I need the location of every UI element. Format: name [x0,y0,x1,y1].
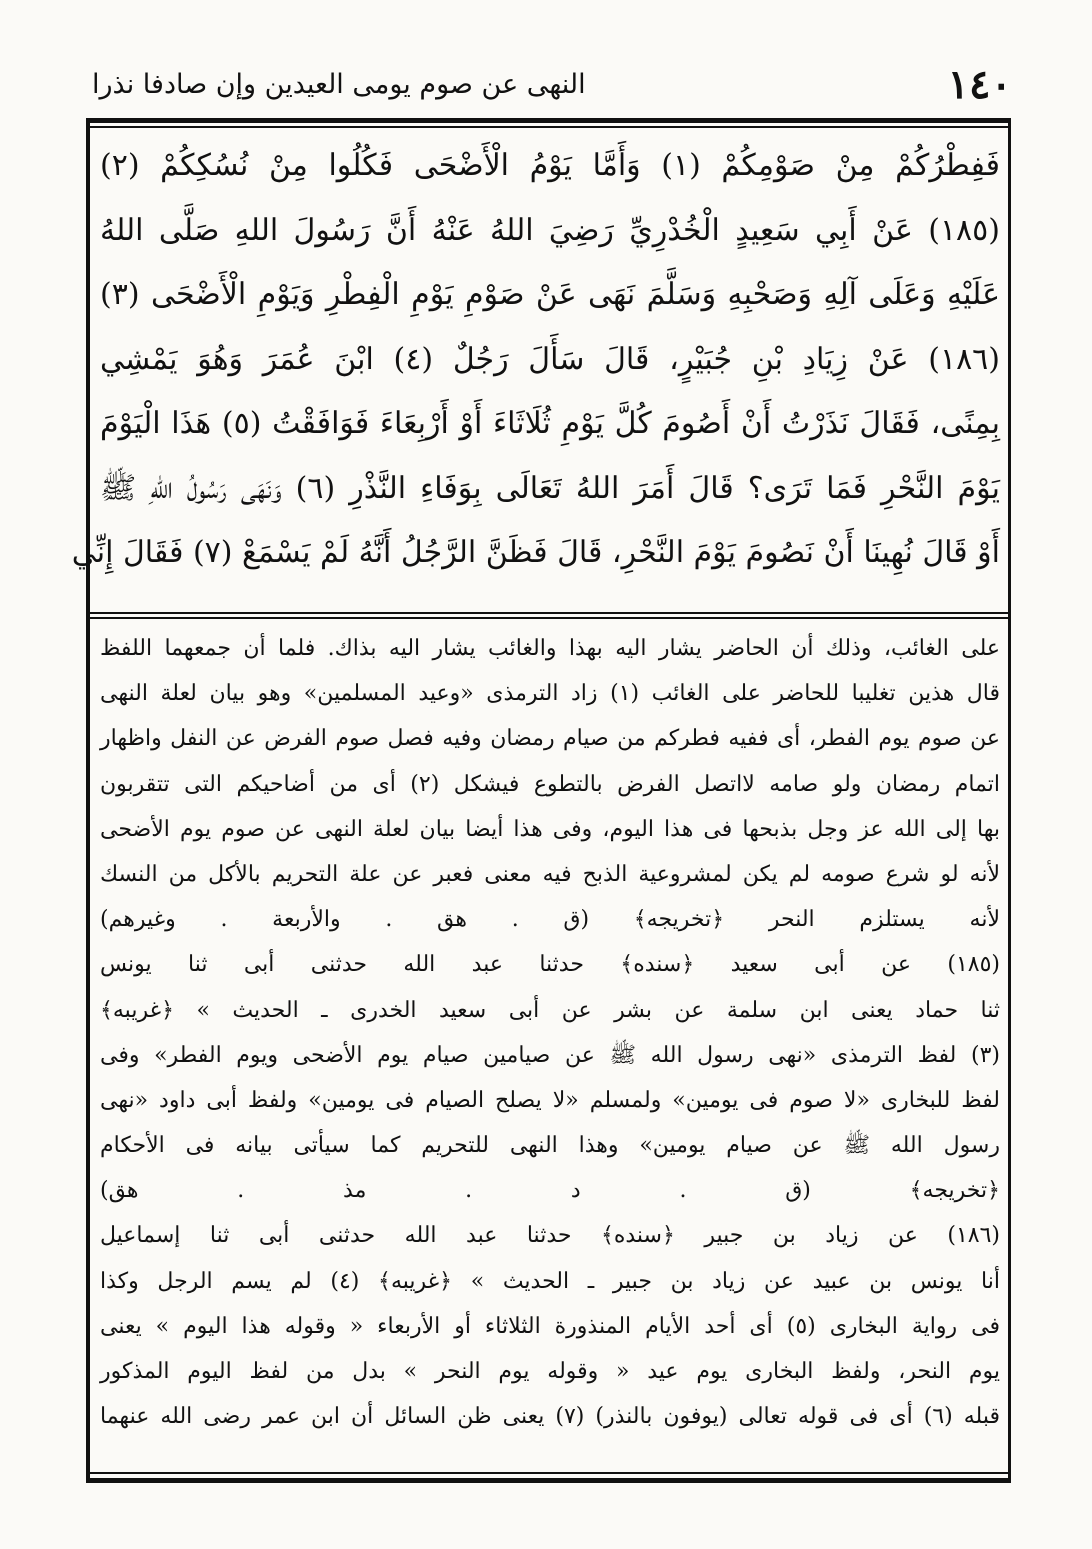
matn-line: (١٨٦) عَنْ زِيَادِ بْنِ جُبَيْرٍ، قَالَ سَأَلَ رَجُلٌ (٤) ابْنَ عُمَرَ وَهُوَ يَمْشِي [100,341,1001,377]
bottom-rule-thick [86,1478,1011,1483]
commentary-line: لأنه لو شرع صومه لم يكن لمشروعية الذبح فيه معنى فعبر عن علة التحريم بالأكل من النسك [100,861,1000,887]
matn-line: عَلَيْهِ وَعَلَى آلِهِ وَصَحْبِهِ وَسَلَّمَ نَهَى عَنْ صَوْمِ يَوْمِ الْفِطْرِ وَيَوْمِ الْأَضْحَى (٣) [100,277,1000,312]
bottom-rule-thin [86,1472,1011,1474]
hadith-text [71,134,1001,586]
matn-line: أَوْ قَالَ نُهِينَا أَنْ نَصُومَ يَوْمَ النَّحْرِ، قَالَ فَظَنَّ الرَّجُلُ أَنَّهُ لَمْ يَسْمَعْ (٧) فَقَالَ إِنِّي [71,535,1000,570]
commentary-line: رسول الله ﷺ عن صيام يومين» وهذا النهى للتحريم كما سيأتى بيانه فى الأحكام [100,1133,1000,1159]
commentary-line: قبله (٦) أى فى قوله تعالى (يوفون بالنذر) (٧) يعنى ظن السائل أن ابن عمر رضى الله عنهما [100,1404,1000,1430]
matn-line: يَوْمَ النَّحْرِ فَمَا تَرَى؟ قَالَ أَمَرَ اللهُ تَعَالَى بِوَفَاءِ النَّذْرِ (٦) وَنَهَى رَسُولُ اللهِ ﷺ [100,470,1000,506]
commentary-line: لفظ للبخارى «لا صوم فى يومين» ولمسلم «لا يصلح الصيام فى يومين» ولفظ أبى داود «نهى [100,1087,1000,1113]
commentary-line: (١٨٦) عن زياد بن جبير ﴿سنده﴾ حدثنا عبد الله حدثنى أبى ثنا إسماعيل [100,1223,1000,1249]
page-header [92,62,1012,106]
frame-right-border [1008,122,1011,1482]
commentary-line: قال هذين تغليبا للحاضر على الغائب (١) زاد الترمذى «وعيد المسلمين» وهو بيان لعلة النهى [100,681,1000,707]
separator-rule-upper [86,612,1011,614]
running-title: النهى عن صوم يومى العيدين وإن صادفا نذرا [92,68,586,100]
commentary-line: ﴿تخريجه﴾ (ق . د . مذ . هق) [100,1178,1000,1204]
commentary-line: اتمام رمضان ولو صامه لااتصل الفرض بالتطوع فيشكل (٢) أى من أضاحيكم التى تتقربون [100,771,1000,797]
matn-line: فَفِطْرُكُمْ مِنْ صَوْمِكُمْ (١) وَأَمَّا يَوْمُ الْأَضْحَى فَكُلُوا مِنْ نُسُكِكُمْ (٢) [100,148,1000,183]
commentary-line: عن صوم يوم الفطر، أى ففيه فطركم من صيام رمضان وفيه فصل صوم الفرض عن النفل واظهار [100,726,1000,752]
commentary-line: أنا يونس بن عبيد عن زياد بن جبير ـ الحديث » ﴿غريبه﴾ (٤) لم يسم الرجل وكذا [100,1268,1000,1294]
matn-line: (١٨٥) عَنْ أَبِي سَعِيدٍ الْخُدْرِيِّ رَضِيَ اللهُ عَنْهُ أَنَّ رَسُولَ اللهِ صَلَّى اللهُ [100,212,1000,248]
frame-left-border [86,122,90,1482]
top-rule-thick [86,118,1011,123]
page-number: ١٤٠ [947,60,1012,108]
commentary-line: يوم النحر، ولفظ البخارى يوم عيد « وقوله يوم النحر » بدل من لفظ اليوم المذكور [100,1359,1000,1384]
commentary-text [100,626,1000,1439]
matn-line: بِمِنًى، فَقَالَ نَذَرْتُ أَنْ أَصُومَ كُلَّ يَوْمِ ثُلَاثَاءَ أَوْ أَرْبِعَاءَ فَوَافَقْتُ (٥) هَذَا الْيَوْمَ [100,406,1000,441]
top-rule-thin [86,126,1011,128]
commentary-line: (٣) لفظ الترمذى «نهى رسول الله ﷺ عن صيامين صيام يوم الأضحى ويوم الفطر» وفى [100,1042,1000,1068]
commentary-line: على الغائب، وذلك أن الحاضر يشار اليه بهذا والغائب يشار اليه بذاك. فلما أن جمعهما اللفظ [100,636,1000,661]
commentary-line: بها إلى الله عز وجل بذبحها فى هذا اليوم، وفى هذا أيضا بيان لعلة النهى عن صوم يوم الأضحى [100,816,1000,842]
commentary-line: لأنه يستلزم النحر ﴿تخريجه﴾ (ق . هق . والأربعة . وغيرهم) [100,907,1000,933]
commentary-line: فى رواية البخارى (٥) أى أحد الأيام المنذورة الثلاثاء أو الأربعاء « وقوله هذا اليوم » يعنى [100,1313,1000,1339]
separator-rule-lower [86,617,1011,619]
commentary-line: (١٨٥) عن أبى سعيد ﴿سنده﴾ حدثنا عبد الله حدثنى أبى ثنا يونس [100,952,1000,978]
commentary-line: ثنا حماد يعنى ابن سلمة عن بشر عن أبى سعيد الخدرى ـ الحديث » ﴿غريبه﴾ [100,997,1000,1023]
